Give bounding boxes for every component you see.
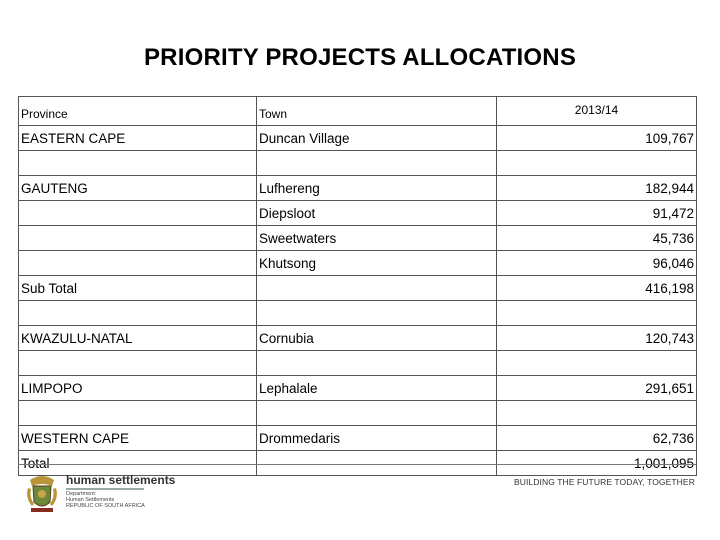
cell-province [19,151,257,176]
cell-province [19,401,257,426]
allocations-table [18,96,697,476]
cell-amount [497,151,697,176]
cell-town: Duncan Village [257,126,497,151]
table-row [19,326,697,351]
cell-town [257,151,497,176]
cell-amount: 96,046 [497,251,697,276]
cell-amount: 45,736 [497,226,697,251]
slogan: BUILDING THE FUTURE TODAY, TOGETHER [514,477,695,487]
cell-province: Sub Total [19,276,257,301]
logo-line-3: REPUBLIC OF SOUTH AFRICA [66,503,145,509]
table-row [19,351,697,376]
coat-of-arms-icon [22,470,62,516]
cell-amount: 291,651 [497,376,697,401]
header-province: Province [19,97,257,126]
cell-amount: 91,472 [497,201,697,226]
cell-town: Cornubia [257,326,497,351]
cell-town [257,301,497,326]
cell-amount: 62,736 [497,426,697,451]
cell-town: Drommedaris [257,426,497,451]
cell-amount: 416,198 [497,276,697,301]
cell-town [257,451,497,476]
cell-amount: 182,944 [497,176,697,201]
cell-town: Khutsong [257,251,497,276]
table-row [19,251,697,276]
cell-town [257,276,497,301]
table-row [19,376,697,401]
table-row [19,226,697,251]
cell-province [19,226,257,251]
cell-province [19,201,257,226]
cell-town [257,351,497,376]
cell-amount: 120,743 [497,326,697,351]
cell-province: KWAZULU-NATAL [19,326,257,351]
table-row [19,426,697,451]
table-header-row [19,97,697,126]
table-row [19,401,697,426]
cell-amount [497,401,697,426]
table-row [19,301,697,326]
table-row [19,451,697,476]
cell-province: WESTERN CAPE [19,426,257,451]
cell-province [19,251,257,276]
cell-amount [497,301,697,326]
cell-town: Sweetwaters [257,226,497,251]
logo-bar [66,488,144,490]
table-row [19,201,697,226]
table-row [19,276,697,301]
table-row [19,151,697,176]
cell-province: GAUTENG [19,176,257,201]
cell-province: EASTERN CAPE [19,126,257,151]
logo-line-1: Department: [66,491,97,497]
cell-amount: 109,767 [497,126,697,151]
cell-amount: 1,001,095 [497,451,697,476]
cell-province [19,301,257,326]
footer-divider [18,464,696,465]
cell-town: Diepsloot [257,201,497,226]
page-title: PRIORITY PROJECTS ALLOCATIONS [143,44,577,71]
cell-town [257,401,497,426]
cell-town: Lufhereng [257,176,497,201]
cell-province: LIMPOPO [19,376,257,401]
table-row [19,126,697,151]
logo-title: human settlements [66,473,176,487]
cell-amount [497,351,697,376]
header-year: 2013/14 [497,97,697,126]
cell-town: Lephalale [257,376,497,401]
cell-province: Total [19,451,257,476]
header-town: Town [257,97,497,126]
logo-line-2: Human Settlements [66,497,115,503]
cell-province [19,351,257,376]
table-row [19,176,697,201]
